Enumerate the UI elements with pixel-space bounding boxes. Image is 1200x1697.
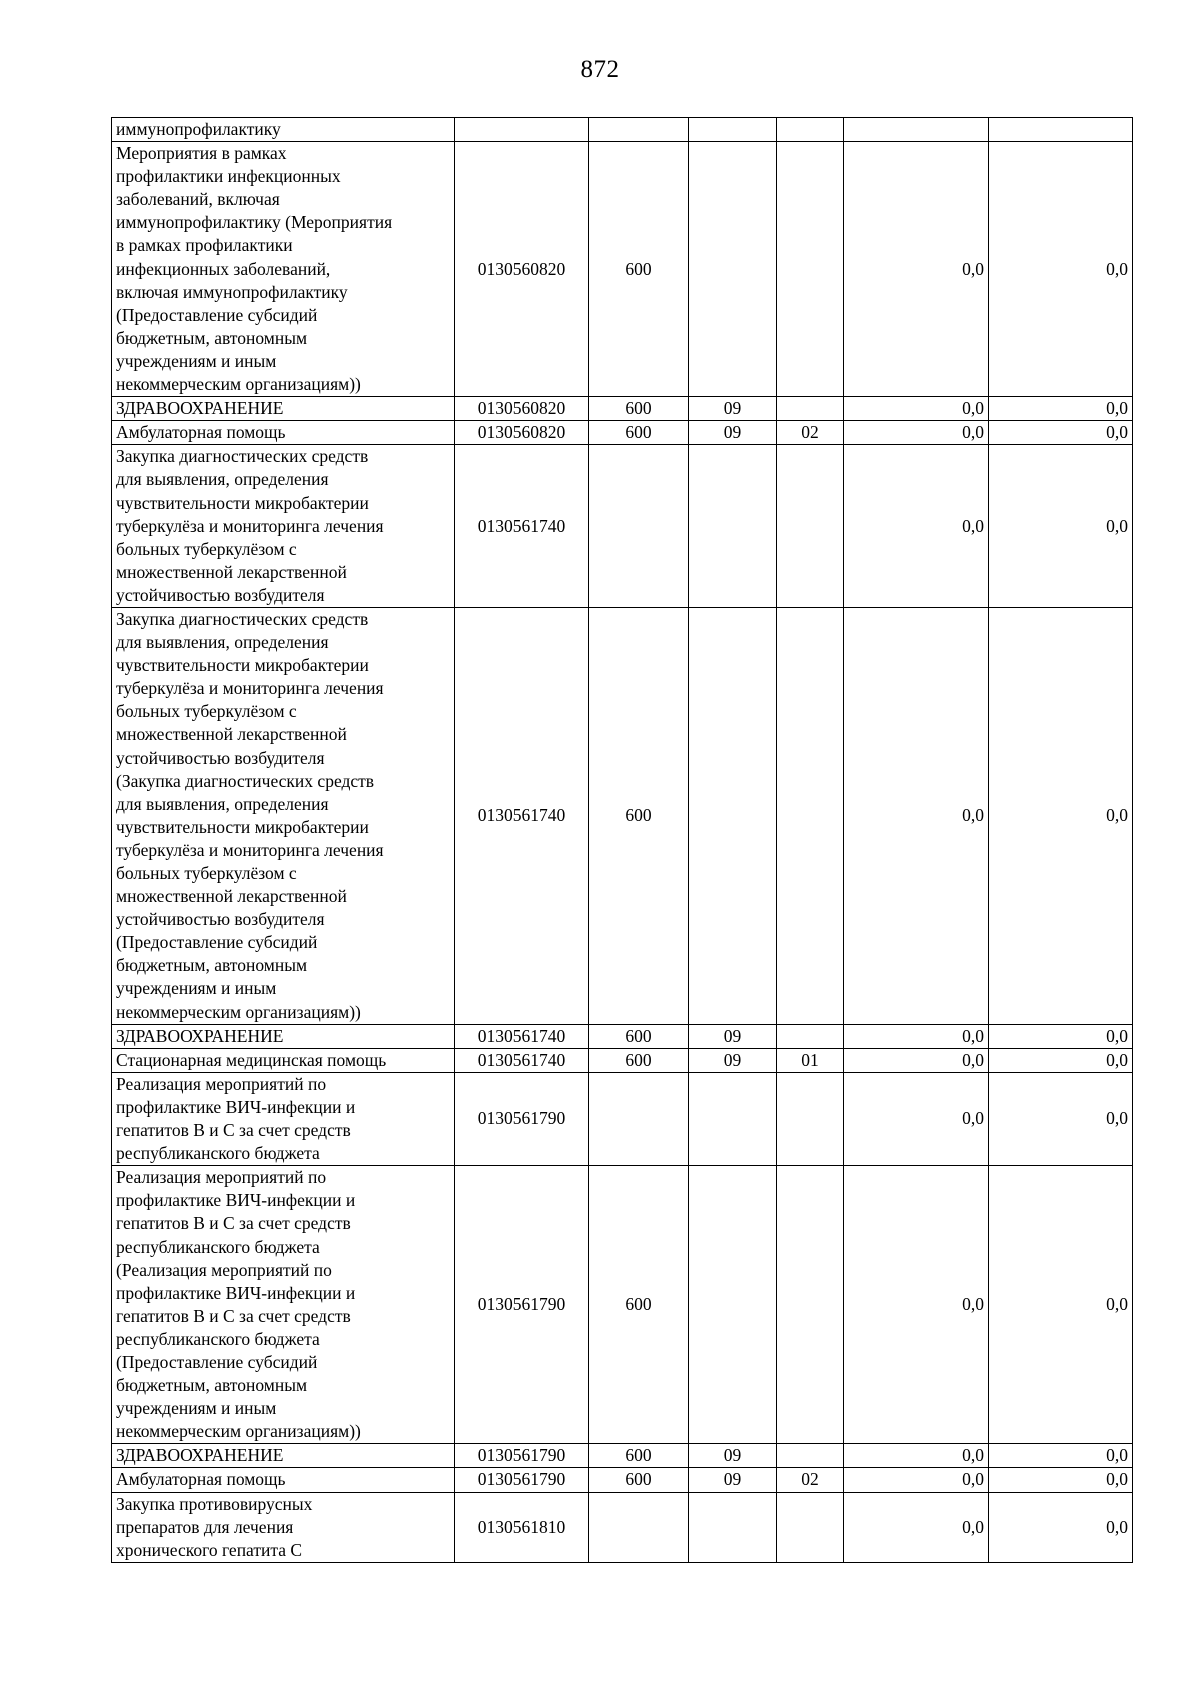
- section-code: 09: [689, 397, 777, 421]
- target-article-code: 0130561740: [455, 445, 589, 608]
- section-code: 09: [689, 1048, 777, 1072]
- expense-type-code: 600: [589, 607, 689, 1024]
- budget-item-name: Стационарная медицинская помощь: [112, 1048, 455, 1072]
- amount-year-1: 0,0: [844, 1166, 989, 1444]
- budget-item-name: Амбулаторная помощь: [112, 1468, 455, 1492]
- amount-year-1: [844, 118, 989, 142]
- target-article-code: 0130561790: [455, 1072, 589, 1165]
- expense-type-code: 600: [589, 142, 689, 397]
- target-article-code: 0130561790: [455, 1444, 589, 1468]
- amount-year-2: 0,0: [989, 397, 1133, 421]
- amount-year-1: 0,0: [844, 421, 989, 445]
- expense-type-code: 600: [589, 1166, 689, 1444]
- amount-year-2: 0,0: [989, 1048, 1133, 1072]
- amount-year-2: 0,0: [989, 1024, 1133, 1048]
- table-row: [112, 1492, 1133, 1562]
- amount-year-1: 0,0: [844, 1024, 989, 1048]
- amount-year-1: 0,0: [844, 1072, 989, 1165]
- amount-year-2: 0,0: [989, 421, 1133, 445]
- table-row: [112, 397, 1133, 421]
- budget-item-name: Закупка противовирусных препаратов для лечения хронического гепатита С: [112, 1492, 455, 1562]
- budget-item-name: Мероприятия в рамках профилактики инфекционных заболеваний, включая иммунопрофилактику (Мероприятия в рамках профилактики инфекционных заболеваний, включая иммунопрофилактику (Предоставление субсидий бюджетным, автономным учреждениям и иным некоммерческим организациям)): [112, 142, 455, 397]
- section-code: [689, 118, 777, 142]
- table-row: [112, 1024, 1133, 1048]
- section-code: [689, 142, 777, 397]
- expense-type-code: 600: [589, 421, 689, 445]
- subsection-code: [777, 1444, 844, 1468]
- table-row: [112, 1166, 1133, 1444]
- subsection-code: [777, 1166, 844, 1444]
- budget-item-name: Реализация мероприятий по профилактике ВИЧ-инфекции и гепатитов B и C за счет средств республиканского бюджета (Реализация мероприятий по профилактике ВИЧ-инфекции и гепатитов B и C за счет средств республиканского бюджета (Предоставление субсидий бюджетным, автономным учреждениям и иным некоммерческим организациям)): [112, 1166, 455, 1444]
- subsection-code: [777, 445, 844, 608]
- table-row: [112, 1072, 1133, 1165]
- target-article-code: 0130560820: [455, 421, 589, 445]
- expense-type-code: [589, 445, 689, 608]
- amount-year-2: 0,0: [989, 1468, 1133, 1492]
- subsection-code: 02: [777, 1468, 844, 1492]
- table-row: [112, 1468, 1133, 1492]
- budget-item-name: ЗДРАВООХРАНЕНИЕ: [112, 397, 455, 421]
- amount-year-1: 0,0: [844, 607, 989, 1024]
- table-row: [112, 421, 1133, 445]
- table-row: [112, 445, 1133, 608]
- subsection-code: 01: [777, 1048, 844, 1072]
- table-row: [112, 118, 1133, 142]
- subsection-code: [777, 607, 844, 1024]
- section-code: [689, 607, 777, 1024]
- budget-item-name: ЗДРАВООХРАНЕНИЕ: [112, 1024, 455, 1048]
- target-article-code: 0130561790: [455, 1468, 589, 1492]
- budget-item-name: ЗДРАВООХРАНЕНИЕ: [112, 1444, 455, 1468]
- target-article-code: [455, 118, 589, 142]
- amount-year-2: 0,0: [989, 142, 1133, 397]
- amount-year-1: 0,0: [844, 1492, 989, 1562]
- table-row: [112, 1048, 1133, 1072]
- expense-type-code: 600: [589, 1444, 689, 1468]
- subsection-code: [777, 118, 844, 142]
- amount-year-1: 0,0: [844, 142, 989, 397]
- amount-year-1: 0,0: [844, 1444, 989, 1468]
- table-row: [112, 1444, 1133, 1468]
- expense-type-code: [589, 1072, 689, 1165]
- table-row: [112, 607, 1133, 1024]
- expense-type-code: 600: [589, 1048, 689, 1072]
- subsection-code: [777, 1072, 844, 1165]
- section-code: 09: [689, 1468, 777, 1492]
- target-article-code: 0130561740: [455, 1048, 589, 1072]
- amount-year-2: 0,0: [989, 607, 1133, 1024]
- amount-year-1: 0,0: [844, 445, 989, 608]
- budget-item-name: Закупка диагностических средств для выявления, определения чувствительности микробактерии туберкулёза и мониторинга лечения больных туберкулёзом с множественной лекарственной устойчивостью возбудителя (Закупка диагностических средств для выявления, определения чувствительности микробактерии туберкулёза и мониторинга лечения больных туберкулёзом с множественной лекарственной устойчивостью возбудителя (Предоставление субсидий бюджетным, автономным учреждениям и иным некоммерческим организациям)): [112, 607, 455, 1024]
- target-article-code: 0130561810: [455, 1492, 589, 1562]
- table-body: [112, 118, 1133, 1563]
- subsection-code: [777, 1024, 844, 1048]
- budget-item-name: Закупка диагностических средств для выявления, определения чувствительности микробактерии туберкулёза и мониторинга лечения больных туберкулёзом с множественной лекарственной устойчивостью возбудителя: [112, 445, 455, 608]
- target-article-code: 0130560820: [455, 142, 589, 397]
- section-code: 09: [689, 1024, 777, 1048]
- amount-year-2: 0,0: [989, 1492, 1133, 1562]
- section-code: [689, 445, 777, 608]
- page-number: 872: [580, 56, 620, 83]
- target-article-code: 0130561790: [455, 1166, 589, 1444]
- amount-year-1: 0,0: [844, 397, 989, 421]
- section-code: 09: [689, 1444, 777, 1468]
- section-code: [689, 1166, 777, 1444]
- amount-year-2: [989, 118, 1133, 142]
- expense-type-code: 600: [589, 1468, 689, 1492]
- subsection-code: [777, 142, 844, 397]
- amount-year-2: 0,0: [989, 1166, 1133, 1444]
- section-code: [689, 1072, 777, 1165]
- expense-type-code: 600: [589, 397, 689, 421]
- budget-table: [111, 117, 1133, 1563]
- budget-item-name: Амбулаторная помощь: [112, 421, 455, 445]
- section-code: [689, 1492, 777, 1562]
- amount-year-2: 0,0: [989, 445, 1133, 608]
- target-article-code: 0130561740: [455, 1024, 589, 1048]
- subsection-code: [777, 397, 844, 421]
- budget-item-name: иммунопрофилактику: [112, 118, 455, 142]
- expense-type-code: [589, 118, 689, 142]
- amount-year-1: 0,0: [844, 1468, 989, 1492]
- subsection-code: 02: [777, 421, 844, 445]
- subsection-code: [777, 1492, 844, 1562]
- expense-type-code: [589, 1492, 689, 1562]
- target-article-code: 0130560820: [455, 397, 589, 421]
- table-row: [112, 142, 1133, 397]
- amount-year-1: 0,0: [844, 1048, 989, 1072]
- amount-year-2: 0,0: [989, 1444, 1133, 1468]
- amount-year-2: 0,0: [989, 1072, 1133, 1165]
- expense-type-code: 600: [589, 1024, 689, 1048]
- target-article-code: 0130561740: [455, 607, 589, 1024]
- section-code: 09: [689, 421, 777, 445]
- budget-item-name: Реализация мероприятий по профилактике ВИЧ-инфекции и гепатитов B и C за счет средств республиканского бюджета: [112, 1072, 455, 1165]
